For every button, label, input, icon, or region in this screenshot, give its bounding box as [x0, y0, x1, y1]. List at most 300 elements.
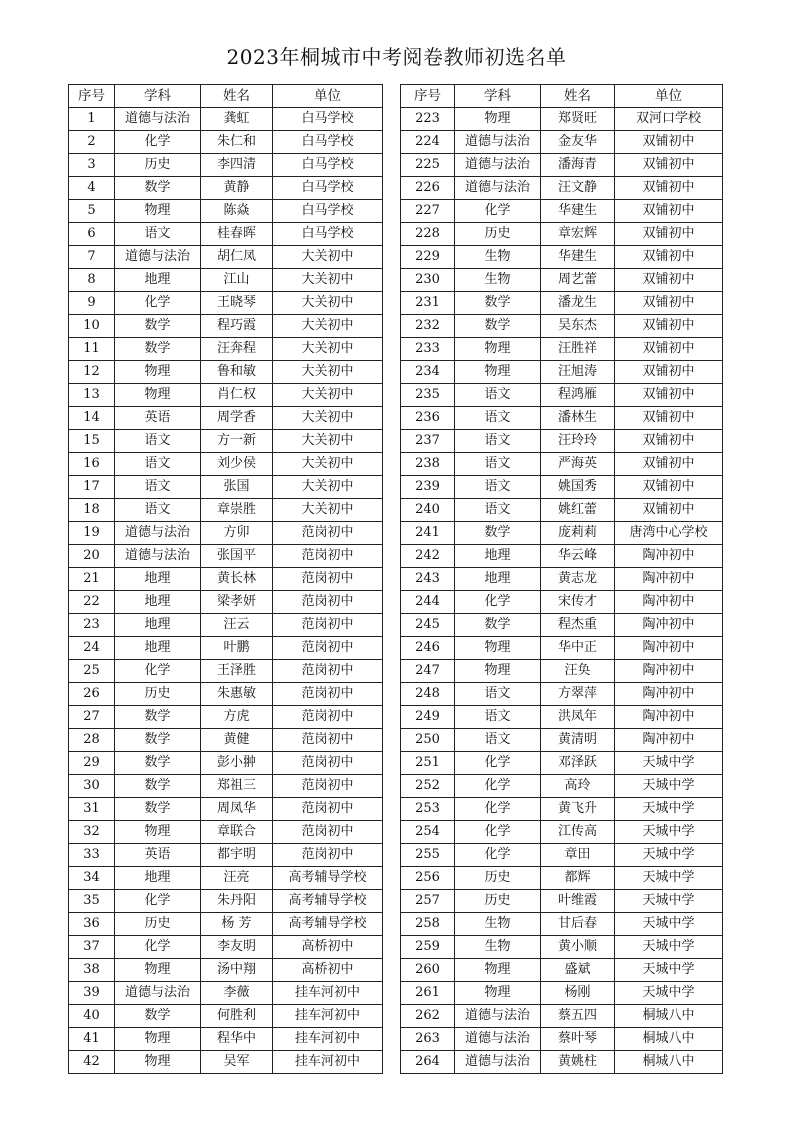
- cell-name: 汤中翔: [201, 959, 273, 982]
- cell-name: 吴东杰: [541, 315, 615, 338]
- cell-name: 黄小顺: [541, 936, 615, 959]
- cell-unit: 双铺初中: [615, 154, 723, 177]
- cell-index: 41: [69, 1028, 115, 1051]
- cell-index: 33: [69, 844, 115, 867]
- cell-unit: 陶冲初中: [615, 545, 723, 568]
- cell-index: 7: [69, 246, 115, 269]
- header-name: 姓名: [541, 85, 615, 108]
- table-row: [69, 338, 383, 361]
- cell-unit: 高桥初中: [273, 936, 383, 959]
- table-row: [69, 200, 383, 223]
- table-row: [69, 315, 383, 338]
- roster-body-left: [69, 108, 383, 1074]
- cell-name: 郑祖三: [201, 775, 273, 798]
- cell-index: 16: [69, 453, 115, 476]
- cell-name: 蔡叶琴: [541, 1028, 615, 1051]
- table-row: [69, 660, 383, 683]
- table-row: [401, 476, 723, 499]
- cell-name: 黄姚柱: [541, 1051, 615, 1074]
- table-row: [69, 223, 383, 246]
- cell-name: 程华中: [201, 1028, 273, 1051]
- cell-subject: 语文: [455, 453, 541, 476]
- cell-subject: 生物: [455, 913, 541, 936]
- cell-index: 256: [401, 867, 455, 890]
- cell-unit: 桐城八中: [615, 1028, 723, 1051]
- table-row: [401, 407, 723, 430]
- cell-index: 245: [401, 614, 455, 637]
- cell-name: 宋传才: [541, 591, 615, 614]
- cell-name: 杨 芳: [201, 913, 273, 936]
- cell-subject: 道德与法治: [455, 1028, 541, 1051]
- cell-subject: 历史: [115, 913, 201, 936]
- cell-subject: 物理: [455, 959, 541, 982]
- cell-subject: 道德与法治: [115, 545, 201, 568]
- cell-unit: 大关初中: [273, 407, 383, 430]
- cell-index: 240: [401, 499, 455, 522]
- cell-subject: 地理: [115, 637, 201, 660]
- cell-index: 39: [69, 982, 115, 1005]
- cell-index: 12: [69, 361, 115, 384]
- cell-subject: 道德与法治: [455, 1005, 541, 1028]
- cell-index: 21: [69, 568, 115, 591]
- cell-index: 3: [69, 154, 115, 177]
- cell-index: 223: [401, 108, 455, 131]
- cell-subject: 化学: [455, 775, 541, 798]
- cell-subject: 化学: [455, 821, 541, 844]
- table-row: [69, 361, 383, 384]
- table-row: [69, 292, 383, 315]
- cell-subject: 地理: [115, 591, 201, 614]
- cell-name: 汪玲玲: [541, 430, 615, 453]
- cell-subject: 数学: [455, 522, 541, 545]
- cell-index: 36: [69, 913, 115, 936]
- cell-index: 238: [401, 453, 455, 476]
- cell-index: 27: [69, 706, 115, 729]
- cell-index: 253: [401, 798, 455, 821]
- cell-index: 229: [401, 246, 455, 269]
- table-row: [401, 798, 723, 821]
- cell-unit: 白马学校: [273, 108, 383, 131]
- cell-unit: 白马学校: [273, 177, 383, 200]
- table-row: [69, 798, 383, 821]
- cell-unit: 天城中学: [615, 867, 723, 890]
- cell-unit: 双铺初中: [615, 292, 723, 315]
- header-index: 序号: [401, 85, 455, 108]
- cell-index: 20: [69, 545, 115, 568]
- table-row: [401, 177, 723, 200]
- cell-subject: 物理: [455, 660, 541, 683]
- table-row: [401, 959, 723, 982]
- cell-name: 刘少侯: [201, 453, 273, 476]
- cell-subject: 道德与法治: [455, 1051, 541, 1074]
- table-row: [69, 913, 383, 936]
- cell-unit: 陶冲初中: [615, 683, 723, 706]
- cell-index: 247: [401, 660, 455, 683]
- cell-unit: 范岗初中: [273, 522, 383, 545]
- cell-name: 汪云: [201, 614, 273, 637]
- cell-index: 254: [401, 821, 455, 844]
- cell-index: 234: [401, 361, 455, 384]
- cell-name: 方一新: [201, 430, 273, 453]
- table-row: [69, 269, 383, 292]
- cell-subject: 道德与法治: [115, 108, 201, 131]
- cell-name: 黄飞升: [541, 798, 615, 821]
- table-row: [401, 315, 723, 338]
- cell-subject: 化学: [455, 591, 541, 614]
- cell-unit: 陶冲初中: [615, 637, 723, 660]
- cell-index: 242: [401, 545, 455, 568]
- cell-subject: 物理: [115, 1051, 201, 1074]
- cell-unit: 大关初中: [273, 246, 383, 269]
- cell-name: 方卯: [201, 522, 273, 545]
- cell-index: 26: [69, 683, 115, 706]
- cell-subject: 数学: [115, 177, 201, 200]
- cell-index: 40: [69, 1005, 115, 1028]
- cell-subject: 英语: [115, 844, 201, 867]
- page-title: 2023年桐城市中考阅卷教师初选名单: [226, 45, 567, 69]
- cell-name: 张国平: [201, 545, 273, 568]
- cell-unit: 桐城八中: [615, 1005, 723, 1028]
- cell-index: 226: [401, 177, 455, 200]
- cell-index: 258: [401, 913, 455, 936]
- table-row: [69, 821, 383, 844]
- cell-unit: 高考辅导学校: [273, 890, 383, 913]
- cell-unit: 范岗初中: [273, 844, 383, 867]
- cell-subject: 语文: [455, 729, 541, 752]
- cell-unit: 陶冲初中: [615, 614, 723, 637]
- cell-subject: 地理: [455, 545, 541, 568]
- cell-name: 庞莉莉: [541, 522, 615, 545]
- cell-subject: 生物: [455, 269, 541, 292]
- cell-index: 248: [401, 683, 455, 706]
- table-row: [69, 752, 383, 775]
- cell-subject: 道德与法治: [115, 522, 201, 545]
- cell-name: 章联合: [201, 821, 273, 844]
- cell-unit: 范岗初中: [273, 706, 383, 729]
- cell-subject: 物理: [115, 361, 201, 384]
- cell-index: 224: [401, 131, 455, 154]
- cell-name: 都宇明: [201, 844, 273, 867]
- cell-subject: 数学: [115, 752, 201, 775]
- cell-index: 250: [401, 729, 455, 752]
- cell-unit: 大关初中: [273, 292, 383, 315]
- cell-index: 2: [69, 131, 115, 154]
- cell-subject: 生物: [455, 936, 541, 959]
- cell-name: 鲁和敏: [201, 361, 273, 384]
- cell-index: 15: [69, 430, 115, 453]
- cell-subject: 物理: [455, 361, 541, 384]
- table-row: [401, 1028, 723, 1051]
- table-header-row: [69, 85, 383, 108]
- roster-table-left: [68, 84, 383, 1074]
- cell-subject: 物理: [455, 108, 541, 131]
- cell-name: 汪旭涛: [541, 361, 615, 384]
- table-row: [69, 177, 383, 200]
- header-subject: 学科: [115, 85, 201, 108]
- cell-unit: 陶冲初中: [615, 706, 723, 729]
- table-row: [69, 108, 383, 131]
- cell-name: 汪奔程: [201, 338, 273, 361]
- cell-subject: 道德与法治: [115, 246, 201, 269]
- cell-index: 8: [69, 269, 115, 292]
- roster-body-right: [401, 108, 723, 1074]
- cell-unit: 天城中学: [615, 844, 723, 867]
- cell-name: 潘林生: [541, 407, 615, 430]
- cell-name: 朱丹阳: [201, 890, 273, 913]
- cell-name: 程鸿雁: [541, 384, 615, 407]
- table-row: [69, 729, 383, 752]
- table-row: [401, 867, 723, 890]
- cell-subject: 物理: [115, 821, 201, 844]
- cell-index: 1: [69, 108, 115, 131]
- cell-subject: 物理: [115, 384, 201, 407]
- cell-name: 汪文静: [541, 177, 615, 200]
- cell-index: 6: [69, 223, 115, 246]
- cell-name: 汪胜祥: [541, 338, 615, 361]
- table-row: [69, 591, 383, 614]
- cell-unit: 范岗初中: [273, 545, 383, 568]
- cell-index: 225: [401, 154, 455, 177]
- cell-subject: 数学: [115, 1005, 201, 1028]
- cell-name: 周凤华: [201, 798, 273, 821]
- cell-subject: 道德与法治: [455, 154, 541, 177]
- cell-name: 桂春晖: [201, 223, 273, 246]
- cell-name: 周艺蕾: [541, 269, 615, 292]
- cell-subject: 化学: [455, 200, 541, 223]
- table-row: [69, 1005, 383, 1028]
- cell-unit: 双铺初中: [615, 223, 723, 246]
- cell-name: 甘后春: [541, 913, 615, 936]
- cell-name: 龚虹: [201, 108, 273, 131]
- table-row: [401, 522, 723, 545]
- cell-index: 4: [69, 177, 115, 200]
- cell-name: 黄长林: [201, 568, 273, 591]
- cell-name: 黄志龙: [541, 568, 615, 591]
- table-row: [69, 568, 383, 591]
- cell-subject: 历史: [455, 890, 541, 913]
- cell-name: 朱惠敏: [201, 683, 273, 706]
- cell-index: 249: [401, 706, 455, 729]
- cell-name: 杨刚: [541, 982, 615, 1005]
- cell-unit: 双铺初中: [615, 177, 723, 200]
- cell-index: 19: [69, 522, 115, 545]
- cell-unit: 范岗初中: [273, 752, 383, 775]
- table-row: [69, 1051, 383, 1074]
- table-row: [69, 522, 383, 545]
- table-row: [401, 223, 723, 246]
- cell-index: 24: [69, 637, 115, 660]
- cell-name: 黄健: [201, 729, 273, 752]
- cell-unit: 双铺初中: [615, 246, 723, 269]
- table-row: [401, 982, 723, 1005]
- cell-unit: 双铺初中: [615, 430, 723, 453]
- cell-index: 260: [401, 959, 455, 982]
- cell-unit: 大关初中: [273, 384, 383, 407]
- table-row: [69, 890, 383, 913]
- table-row: [69, 683, 383, 706]
- cell-name: 严海英: [541, 453, 615, 476]
- cell-unit: 挂车河初中: [273, 1005, 383, 1028]
- cell-name: 王泽胜: [201, 660, 273, 683]
- table-row: [401, 338, 723, 361]
- cell-index: 23: [69, 614, 115, 637]
- cell-name: 洪凤年: [541, 706, 615, 729]
- cell-subject: 语文: [115, 499, 201, 522]
- cell-unit: 双铺初中: [615, 384, 723, 407]
- cell-name: 周学香: [201, 407, 273, 430]
- cell-subject: 历史: [455, 223, 541, 246]
- cell-subject: 地理: [115, 568, 201, 591]
- cell-name: 汪亮: [201, 867, 273, 890]
- cell-name: 黄清明: [541, 729, 615, 752]
- cell-unit: 双铺初中: [615, 499, 723, 522]
- cell-subject: 化学: [115, 131, 201, 154]
- cell-unit: 天城中学: [615, 936, 723, 959]
- roster-table-right: [400, 84, 723, 1074]
- table-row: [401, 200, 723, 223]
- cell-name: 程杰重: [541, 614, 615, 637]
- cell-index: 10: [69, 315, 115, 338]
- cell-unit: 大关初中: [273, 430, 383, 453]
- table-row: [401, 591, 723, 614]
- cell-unit: 范岗初中: [273, 775, 383, 798]
- cell-index: 257: [401, 890, 455, 913]
- table-row: [69, 775, 383, 798]
- cell-unit: 高桥初中: [273, 959, 383, 982]
- cell-subject: 地理: [115, 867, 201, 890]
- cell-name: 潘龙生: [541, 292, 615, 315]
- cell-unit: 天城中学: [615, 775, 723, 798]
- cell-unit: 双铺初中: [615, 315, 723, 338]
- table-row: [401, 568, 723, 591]
- cell-name: 邓泽跃: [541, 752, 615, 775]
- cell-name: 郑贤旺: [541, 108, 615, 131]
- cell-index: 17: [69, 476, 115, 499]
- header-unit: 单位: [273, 85, 383, 108]
- cell-unit: 白马学校: [273, 154, 383, 177]
- cell-index: 261: [401, 982, 455, 1005]
- table-row: [401, 614, 723, 637]
- cell-index: 9: [69, 292, 115, 315]
- cell-index: 37: [69, 936, 115, 959]
- cell-index: 237: [401, 430, 455, 453]
- cell-index: 18: [69, 499, 115, 522]
- cell-name: 李四清: [201, 154, 273, 177]
- cell-index: 239: [401, 476, 455, 499]
- cell-subject: 数学: [115, 315, 201, 338]
- cell-subject: 物理: [115, 1028, 201, 1051]
- cell-unit: 大关初中: [273, 315, 383, 338]
- cell-index: 5: [69, 200, 115, 223]
- cell-index: 241: [401, 522, 455, 545]
- cell-name: 何胜利: [201, 1005, 273, 1028]
- cell-subject: 语文: [455, 706, 541, 729]
- table-row: [401, 1051, 723, 1074]
- cell-subject: 历史: [115, 683, 201, 706]
- cell-name: 江山: [201, 269, 273, 292]
- cell-index: 22: [69, 591, 115, 614]
- cell-subject: 数学: [455, 292, 541, 315]
- cell-subject: 化学: [455, 844, 541, 867]
- cell-name: 李薇: [201, 982, 273, 1005]
- cell-subject: 数学: [115, 798, 201, 821]
- cell-subject: 数学: [115, 775, 201, 798]
- cell-unit: 范岗初中: [273, 683, 383, 706]
- table-row: [401, 545, 723, 568]
- table-row: [69, 384, 383, 407]
- cell-subject: 语文: [455, 499, 541, 522]
- cell-index: 243: [401, 568, 455, 591]
- cell-name: 吴军: [201, 1051, 273, 1074]
- cell-name: 叶鹏: [201, 637, 273, 660]
- cell-subject: 道德与法治: [115, 982, 201, 1005]
- table-row: [401, 453, 723, 476]
- cell-unit: 陶冲初中: [615, 660, 723, 683]
- cell-name: 梁孝妍: [201, 591, 273, 614]
- cell-name: 高玲: [541, 775, 615, 798]
- cell-unit: 范岗初中: [273, 821, 383, 844]
- table-row: [401, 1005, 723, 1028]
- cell-index: 28: [69, 729, 115, 752]
- table-row: [401, 752, 723, 775]
- table-row: [69, 476, 383, 499]
- table-row: [69, 637, 383, 660]
- cell-subject: 语文: [115, 476, 201, 499]
- cell-subject: 语文: [455, 430, 541, 453]
- cell-unit: 高考辅导学校: [273, 867, 383, 890]
- cell-subject: 语文: [455, 683, 541, 706]
- cell-index: 42: [69, 1051, 115, 1074]
- cell-index: 34: [69, 867, 115, 890]
- cell-subject: 化学: [115, 936, 201, 959]
- cell-name: 张国: [201, 476, 273, 499]
- table-row: [69, 131, 383, 154]
- cell-unit: 双铺初中: [615, 200, 723, 223]
- cell-name: 王晓琴: [201, 292, 273, 315]
- cell-index: 227: [401, 200, 455, 223]
- cell-subject: 化学: [455, 798, 541, 821]
- cell-unit: 天城中学: [615, 821, 723, 844]
- table-row: [401, 821, 723, 844]
- cell-subject: 数学: [115, 706, 201, 729]
- header-subject: 学科: [455, 85, 541, 108]
- table-row: [401, 108, 723, 131]
- cell-subject: 化学: [455, 752, 541, 775]
- cell-unit: 挂车河初中: [273, 982, 383, 1005]
- cell-name: 姚国秀: [541, 476, 615, 499]
- cell-name: 黄静: [201, 177, 273, 200]
- cell-unit: 范岗初中: [273, 591, 383, 614]
- cell-subject: 道德与法治: [455, 177, 541, 200]
- cell-index: 251: [401, 752, 455, 775]
- table-row: [401, 246, 723, 269]
- cell-unit: 大关初中: [273, 338, 383, 361]
- cell-index: 30: [69, 775, 115, 798]
- header-name: 姓名: [201, 85, 273, 108]
- table-row: [401, 292, 723, 315]
- table-row: [69, 453, 383, 476]
- cell-unit: 唐湾中心学校: [615, 522, 723, 545]
- cell-name: 潘海青: [541, 154, 615, 177]
- cell-unit: 范岗初中: [273, 568, 383, 591]
- cell-name: 华云峰: [541, 545, 615, 568]
- table-row: [401, 384, 723, 407]
- cell-subject: 语文: [115, 223, 201, 246]
- cell-name: 肖仁权: [201, 384, 273, 407]
- table-row: [401, 913, 723, 936]
- cell-index: 262: [401, 1005, 455, 1028]
- cell-name: 蔡五四: [541, 1005, 615, 1028]
